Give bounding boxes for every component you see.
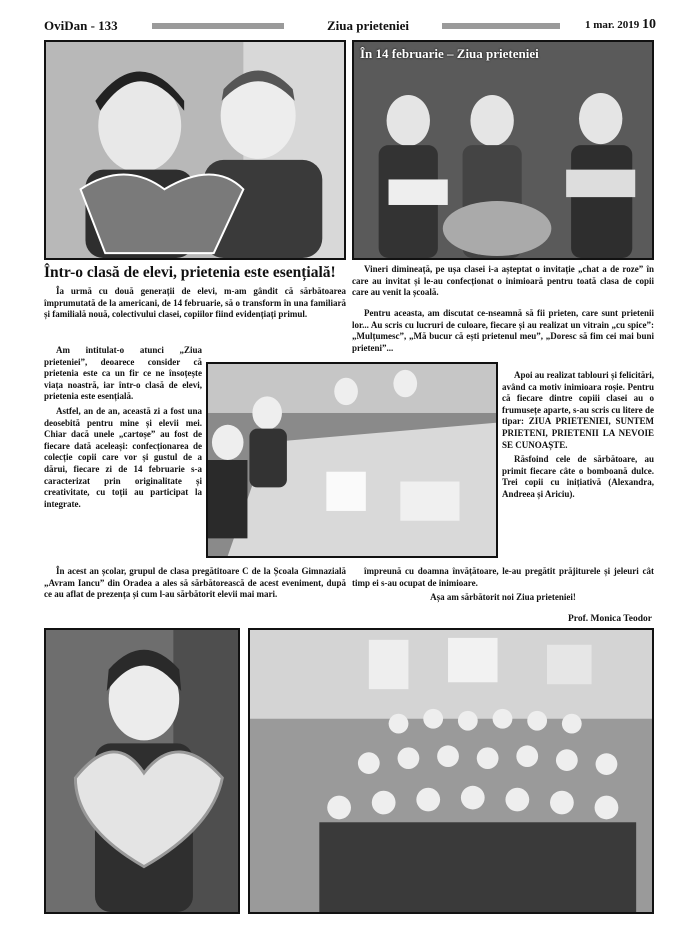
paragraph: Astfel, an de an, această zi a fost una deosebită pentru mine și elevii mei. Chiar dacă unele „cartoșe” au fost de fiecare dată aceleași: confecționarea de colecție copii care vor și gustul de a dărui, fiecare zi de 14 februarie s-a caracterizat prin originalitate și creativitate, cu toții au participat la integrate. xyxy=(44,405,202,509)
paragraph: Pentru aceasta, am discutat ce-nseamnă să fii prieten, care sunt prietenii lor... Au scris cu lucruri de culoare, fiecare și au realizat un vitrain „cu spice”: „Mulțumesc”, „Mă bucur că ești prietenul meu”, „Doresc să fim cei mai buni prieteni”... xyxy=(352,308,654,353)
article-right-column xyxy=(502,370,654,504)
publication-name: OviDan - 133 xyxy=(44,18,118,33)
date-and-page xyxy=(585,17,656,33)
paragraph: Îa urmă cu două generații de elevi, m-am gândit că sărbătoarea împrumutată de la americani, de 14 februarie, să o transform în una familiară și familială nouă, colectivului clasei, copiilor fiind evidențiați primul. xyxy=(44,286,346,320)
paragraph: împreună cu doamna învățătoare, le-au pregătit prăjiturele și jeleuri cât timp ei s-au ocupat de inimioare. xyxy=(352,566,654,588)
article-title: Într-o clasă de elevi, prietenia este esențială! xyxy=(44,264,336,281)
article-right-middle xyxy=(352,308,654,357)
header-divider-right xyxy=(442,23,560,29)
author-signature: Prof. Monica Teodor xyxy=(567,614,652,624)
photo-classroom-crafting xyxy=(206,362,498,558)
photo-three-children-gifts xyxy=(352,40,654,260)
photo-girl-paper-heart xyxy=(44,628,240,914)
paragraph: Răsfoind cele de sărbătoare, au primit fiecare câte o bomboană dulce. Trei copii cu inițiativă (Alexandra, Andreea și Ariciu). xyxy=(502,454,654,499)
article-left-column xyxy=(44,345,202,513)
photo-caption: În 14 februarie – Ziua prieteniei xyxy=(360,46,539,61)
paragraph: Vineri dimineață, pe ușa clasei i-a așteptat o invitație „chat a de roze” în care au invitat și le-au confecționat o inimioară pentru toată clasa de copii care au venit la școală. xyxy=(352,264,654,298)
paragraph: Apoi au realizat tablouri și felicitări, având ca motiv inimioara roșie. Pentru că fiecare dintre copiii clasei au o frumusețe aparte, s-au scris cu litere de tipar: ZIUA PRIETENIEI, SUNTEM PRIETENI, PRIETENII LA NEVOIE SE CUNOAȘTE. xyxy=(502,370,654,450)
section-title: Ziua prieteniei xyxy=(327,18,409,33)
photo-class-group xyxy=(248,628,654,914)
article-right-column-top xyxy=(352,264,654,302)
page-number: 10 xyxy=(642,17,656,32)
page-header xyxy=(44,14,656,40)
header-divider-left xyxy=(152,23,284,29)
paragraph: În acest an școlar, grupul de clasa pregătitoare C de la Școala Gimnazială „Avram Iancu” din Oradea a ales să sărbătorească de acest eveniment, după ce au aflat de prezența și cum l-au sărbătorit elevii mai mari. xyxy=(44,566,346,600)
article-intro-column xyxy=(44,286,346,324)
paragraph: Așa am sărbătorit noi Ziua prieteniei! xyxy=(430,592,576,603)
photo-two-children-heart xyxy=(44,40,346,260)
issue-date: 1 mar. 2019 xyxy=(584,19,640,31)
paragraph: Am intitulat-o atunci „Ziua prieteniei”, deoarece consider că prietenia este ca un fir ce ne însoțește viața noastră, iar într-o clasă de elevi, prietenia este esențială. xyxy=(44,345,202,402)
article-left-bottom xyxy=(44,566,346,604)
article-closing xyxy=(352,566,654,607)
